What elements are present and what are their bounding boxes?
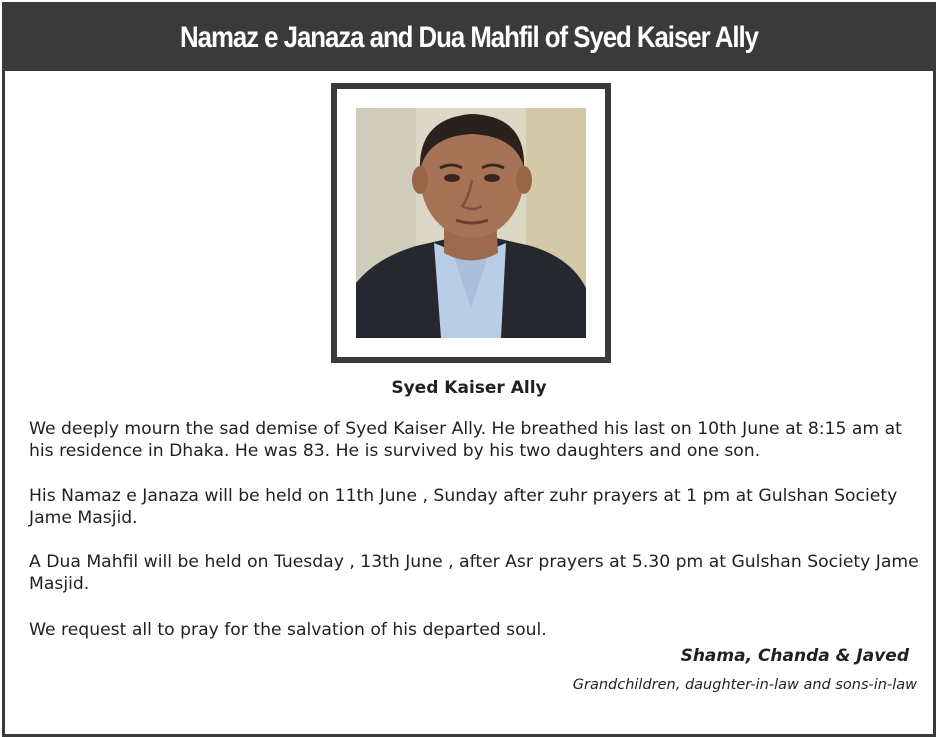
signature-names: Shama, Chanda & Javed xyxy=(680,646,909,666)
notice-frame xyxy=(2,2,936,737)
paragraph-dua-mahfil: A Dua Mahfil will be held on Tuesday , 13th June , after Asr prayers at 5.30 pm at Gulshan Society Jame Masjid. xyxy=(29,552,919,594)
notice-header xyxy=(5,5,933,71)
paragraph-request: We request all to pray for the salvation of his departed soul. xyxy=(29,620,547,640)
portrait-photo xyxy=(356,108,586,338)
paragraph-demise: We deeply mourn the sad demise of Syed Kaiser Ally. He breathed his last on 10th June at 8:15 am at his residence in Dhaka. He was 83. He is survived by his two daughters and one son. xyxy=(29,419,902,461)
paragraph-janaza: His Namaz e Janaza will be held on 11th June , Sunday after zuhr prayers at 1 pm at Gulshan Society Jame Masjid. xyxy=(29,486,898,528)
notice-title: Namaz e Janaza and Dua Mahfil of Syed Kaiser Ally xyxy=(180,21,758,54)
portrait-frame xyxy=(331,83,611,363)
portrait-caption: Syed Kaiser Ally xyxy=(391,378,547,398)
portrait-illustration xyxy=(356,108,586,338)
signature-relation: Grandchildren, daughter-in-law and sons-in-law xyxy=(572,677,917,693)
